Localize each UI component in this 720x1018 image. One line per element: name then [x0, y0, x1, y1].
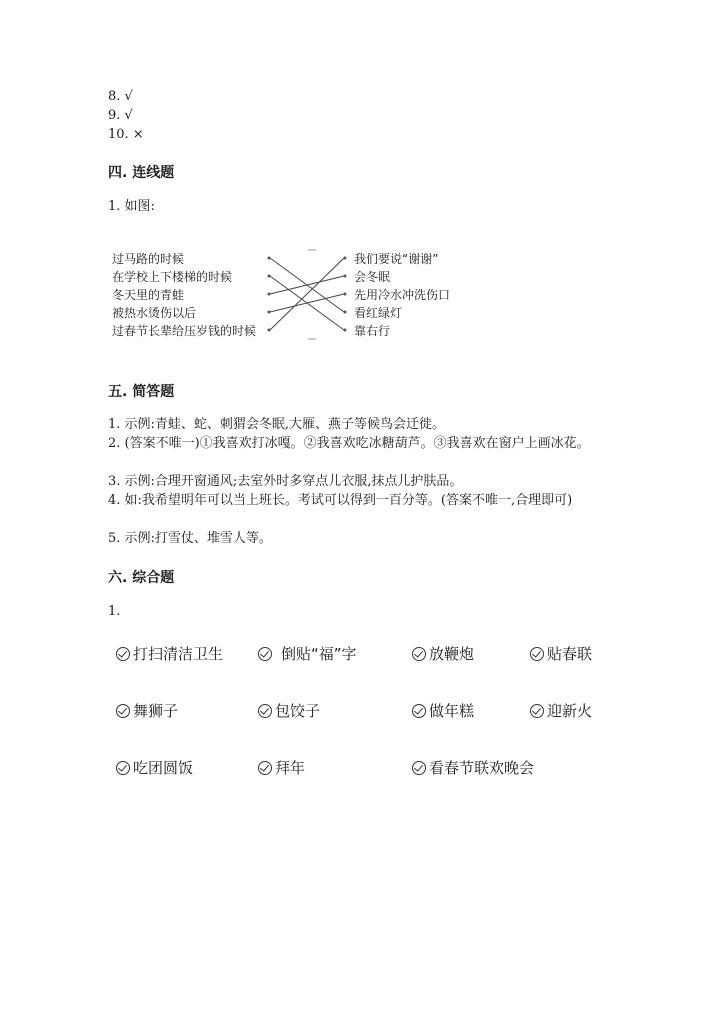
check-item: 做年糕: [412, 700, 474, 721]
right-dot-5: [344, 329, 347, 332]
left-item-3: 冬天里的青蛙: [112, 288, 185, 302]
right-item-5: 靠右行: [354, 324, 391, 338]
check-circle-icon: [116, 647, 130, 661]
section4-question-1: 1. 如图:: [108, 199, 155, 214]
right-dot-2: [344, 275, 347, 278]
check-item: 放鞭炮: [412, 643, 474, 664]
check-item: 看春节联欢晚会: [412, 757, 534, 778]
section5-answer-2: 2. (答案不唯一)①我喜欢打冰嘎。②我喜欢吃冰糖葫芦。③我喜欢在窗户上画冰花。: [108, 436, 590, 451]
answer-9: 9. √: [108, 108, 133, 123]
check-circle-icon: [530, 704, 544, 718]
section5-answer-1: 1. 示例:青蛙、蛇、刺猬会冬眠,大雁、燕子等候鸟会迁徙。: [108, 417, 446, 432]
check-item: 拜年: [258, 757, 305, 778]
answer-10: 10. ×: [108, 127, 144, 142]
left-item-5: 过春节长辈给压岁钱的时候: [112, 324, 257, 338]
left-item-4: 被热水烫伤以后: [112, 306, 197, 320]
left-dot-2: [268, 275, 271, 278]
section4-title: 四. 连线题: [108, 165, 175, 181]
check-circle-icon: [258, 704, 272, 718]
section6-title: 六. 综合题: [108, 570, 175, 586]
check-item: 包饺子: [258, 700, 320, 721]
section5-answer-3: 3. 示例:合理开窗通风;去室外时多穿点儿衣服,抹点儿护肤品。: [108, 474, 463, 489]
check-circle-icon: [116, 704, 130, 718]
section5-title: 五. 简答题: [108, 384, 175, 400]
right-item-3: 先用冷水冲洗伤口: [354, 288, 451, 302]
left-item-1: 过马路的时候: [112, 252, 185, 266]
left-item-2: 在学校上下楼梯的时候: [112, 270, 233, 284]
right-dot-1: [344, 257, 347, 260]
right-dot-3: [344, 293, 347, 296]
left-dot-4: [268, 311, 271, 314]
right-item-4: 看红绿灯: [354, 306, 403, 320]
check-item: 打扫清洁卫生: [116, 643, 223, 664]
right-dot-4: [344, 311, 347, 314]
answer-8: 8. √: [108, 89, 133, 104]
left-dot-1: [268, 257, 271, 260]
check-item: 吃团圆饭: [116, 757, 193, 778]
left-dot-5: [268, 329, 271, 332]
section5-answer-5: 5. 示例:打雪仗、堆雪人等。: [108, 531, 272, 546]
match-line-3: [270, 276, 344, 294]
check-circle-icon: [258, 761, 272, 775]
check-item: 迎新火: [530, 700, 592, 721]
check-item: 贴春联: [530, 643, 592, 664]
check-circle-icon: [116, 761, 130, 775]
match-line-4: [270, 294, 344, 312]
check-circle-icon: [530, 647, 544, 661]
section5-answer-4: 4. 如:我希望明年可以当上班长。考试可以得到一百分等。(答案不唯一,合理即可): [108, 493, 573, 508]
right-item-2: 会冬眠: [354, 270, 391, 284]
matching-diagram: [112, 248, 472, 344]
right-item-1: 我们要说“谢谢”: [354, 252, 439, 266]
check-circle-icon: [412, 704, 426, 718]
check-item: 倒贴“福”字: [258, 643, 357, 664]
match-line-5: [270, 258, 344, 330]
left-dot-3: [268, 293, 271, 296]
section6-question-1: 1.: [108, 604, 121, 619]
check-circle-icon: [412, 647, 426, 661]
check-circle-icon: [412, 761, 426, 775]
check-item: 舞狮子: [116, 700, 178, 721]
check-circle-icon: [258, 647, 272, 661]
